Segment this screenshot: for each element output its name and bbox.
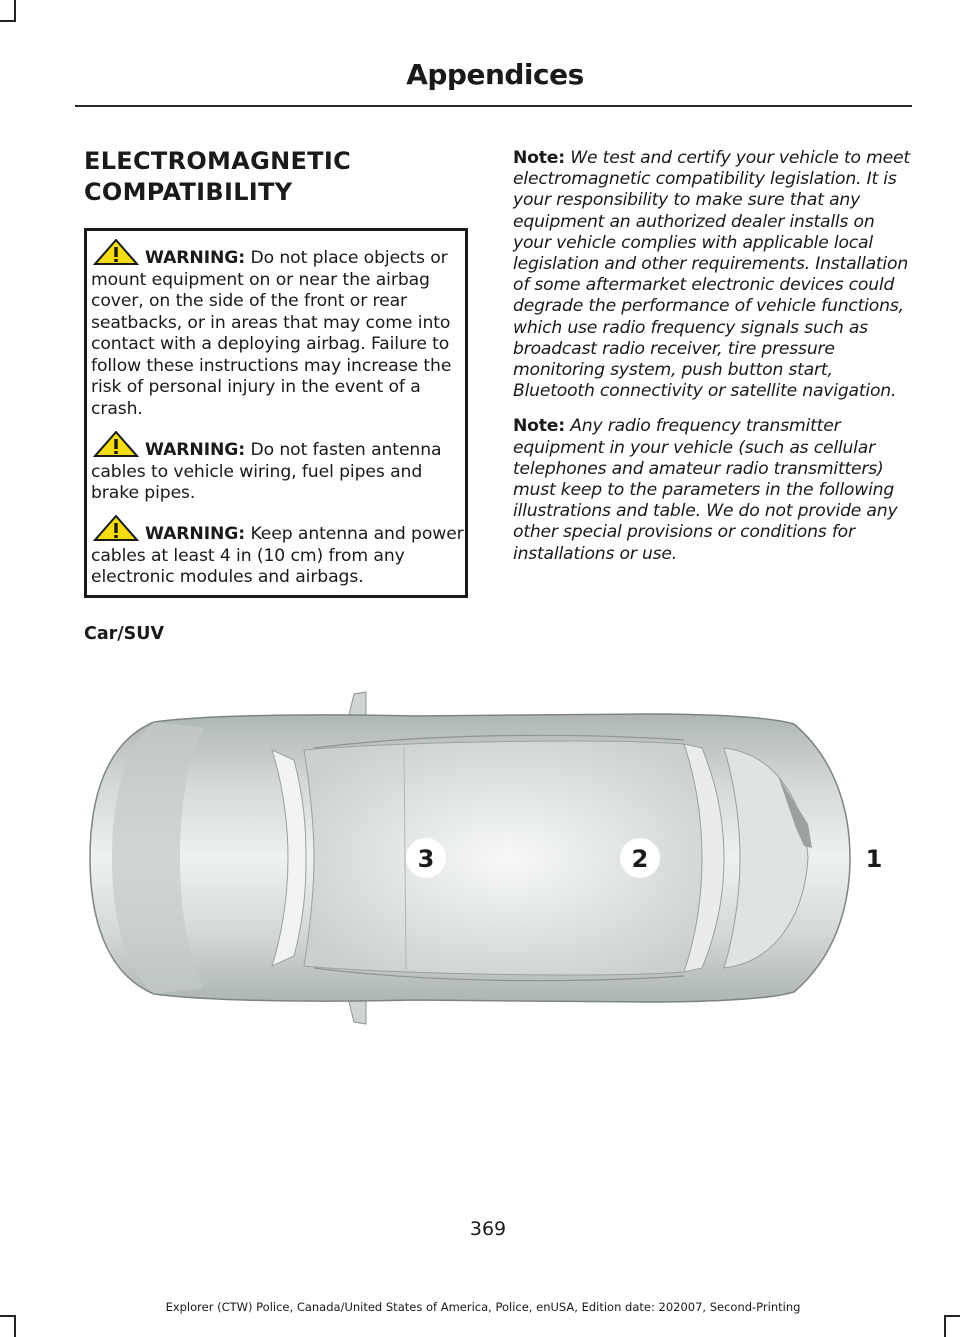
page-footer: Explorer (CTW) Police, Canada/United States of America, Police, enUSA, Edition date: 202007, Second-Printing — [165, 1300, 801, 1314]
callout-3 — [406, 838, 446, 878]
warning-label: WARNING: — [145, 248, 246, 268]
crop-mark — [0, 20, 16, 22]
warning-item — [87, 515, 469, 589]
car-top-view-illustration — [84, 688, 912, 1028]
crop-mark — [944, 1315, 960, 1317]
callout-2 — [620, 838, 660, 878]
note-paragraph — [513, 416, 913, 564]
page-number: 369 — [469, 1218, 507, 1240]
warning-item — [87, 431, 469, 505]
warning-text: Do not place objects or mount equipment on or near the airbag cover, on the side of the front or rear seatbacks, or in areas that may come into contact with a deploying airbag. Failure to follow these instructions may increase the risk of personal injury in the event of a crash. — [91, 248, 452, 419]
warning-label: WARNING: — [145, 440, 246, 460]
crop-mark — [0, 1315, 16, 1317]
callout-label: 3 — [417, 845, 435, 873]
warning-triangle-icon — [93, 431, 139, 457]
crop-mark — [944, 1315, 946, 1337]
note-label: Note: — [513, 416, 565, 437]
warning-item — [87, 239, 469, 420]
callout-label: 2 — [631, 845, 649, 873]
callout-1 — [866, 845, 883, 873]
warning-box — [84, 228, 468, 598]
warning-triangle-icon — [93, 515, 139, 541]
crop-mark — [14, 1315, 16, 1337]
section-title: ELECTROMAGNETIC COMPATIBILITY — [84, 147, 351, 206]
note-text: Any radio frequency transmitter equipment in your vehicle (such as cellular telephones and amateur radio transmitters) must keep to the parameters in the following illustrations and table. We do not provide any other special provisions or conditions for installations or use. — [513, 416, 898, 564]
note-label: Note: — [513, 148, 565, 168]
notes-column — [513, 148, 913, 579]
figure-caption: Car/SUV — [84, 624, 165, 644]
warning-text: Do not fasten antenna cables to vehicle wiring, fuel pipes and brake pipes. — [91, 440, 442, 503]
warning-label: WARNING: — [145, 524, 246, 544]
note-paragraph — [513, 148, 913, 402]
warning-triangle-icon — [93, 239, 139, 265]
warning-text: Keep antenna and power cables at least 4 in (10 cm) from any electronic modules and airbags. — [91, 524, 464, 587]
page-header-title: Appendices — [406, 58, 584, 91]
header-rule — [75, 105, 912, 107]
crop-mark — [14, 0, 16, 22]
note-text: We test and certify your vehicle to meet electromagnetic compatibility legislation. It is your responsibility to make sure that any equipment an authorized dealer installs on your vehicle complies with applicable local legislation and other requirements. Installation of some aftermarket electronic devices could degrade the performance of vehicle functions, which use radio frequency signals such as broadcast radio receiver, tire pressure monitoring system, push button start, Bluetooth connectivity or satellite navigation. — [513, 148, 910, 402]
callout-label: 1 — [865, 845, 883, 873]
